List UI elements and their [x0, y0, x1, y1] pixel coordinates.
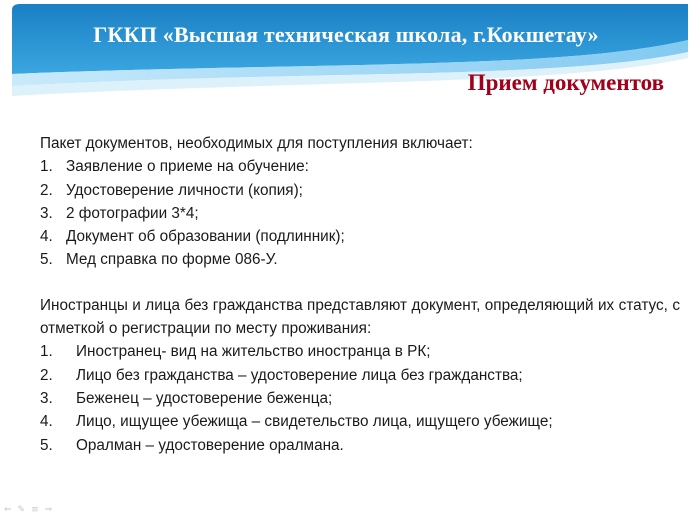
list-text: Беженец – удостоверение беженца;	[76, 389, 333, 407]
list-text: Лицо без гражданства – удостоверение лица без гражданства;	[76, 366, 523, 384]
list-number: 3.	[40, 204, 53, 222]
list-text: Оралман – удостоверение оралмана.	[76, 436, 344, 454]
list-item	[40, 155, 680, 178]
foreigners-intro: Иностранцы и лица без гражданства представляют документ, определяющий их статус, с отметкой о регистрации по месту проживания:	[40, 296, 680, 338]
list-text: Лицо, ищущее убежища – свидетельство лица, ищущего убежище;	[76, 413, 553, 431]
list-item	[40, 364, 680, 387]
foreigners-list	[40, 340, 680, 456]
list-number: 1.	[40, 158, 53, 176]
list-item	[40, 248, 680, 271]
list-item	[40, 340, 680, 363]
list-number: 5.	[40, 436, 53, 454]
section-gap	[40, 272, 680, 294]
list-text: Заявление о приеме на обучение:	[66, 158, 309, 176]
slide-nav-controls	[4, 505, 52, 515]
header-title: ГККП «Высшая техническая школа, г.Кокшетау»	[93, 22, 599, 47]
documents-list	[40, 155, 680, 271]
list-item	[40, 387, 680, 410]
list-text: 2 фотографии 3*4;	[66, 204, 199, 222]
list-number: 1.	[40, 343, 53, 361]
list-item	[40, 179, 680, 202]
list-item	[40, 225, 680, 248]
list-item	[40, 410, 680, 433]
list-number: 3.	[40, 389, 53, 407]
list-text: Мед справка по форме 086-У.	[66, 251, 278, 269]
list-number: 5.	[40, 251, 53, 269]
list-text: Иностранец- вид на жительство иностранца в РК;	[76, 343, 431, 361]
pen-icon[interactable]: ✎	[17, 505, 26, 515]
menu-icon[interactable]: ≡	[31, 505, 39, 515]
list-text: Удостоверение личности (копия);	[66, 181, 303, 199]
prev-arrow-icon[interactable]: ⇐	[4, 505, 12, 515]
documents-intro: Пакет документов, необходимых для поступления включает:	[40, 135, 473, 152]
list-number: 4.	[40, 413, 53, 431]
next-arrow-icon[interactable]: ⇒	[44, 505, 53, 515]
slide-content	[40, 132, 680, 457]
list-text: Документ об образовании (подлинник);	[66, 228, 345, 246]
list-number: 2.	[40, 366, 53, 384]
list-number: 4.	[40, 228, 53, 246]
list-number: 2.	[40, 181, 53, 199]
slide-title: Прием документов	[467, 70, 664, 95]
list-item	[40, 202, 680, 225]
list-item	[40, 434, 680, 457]
